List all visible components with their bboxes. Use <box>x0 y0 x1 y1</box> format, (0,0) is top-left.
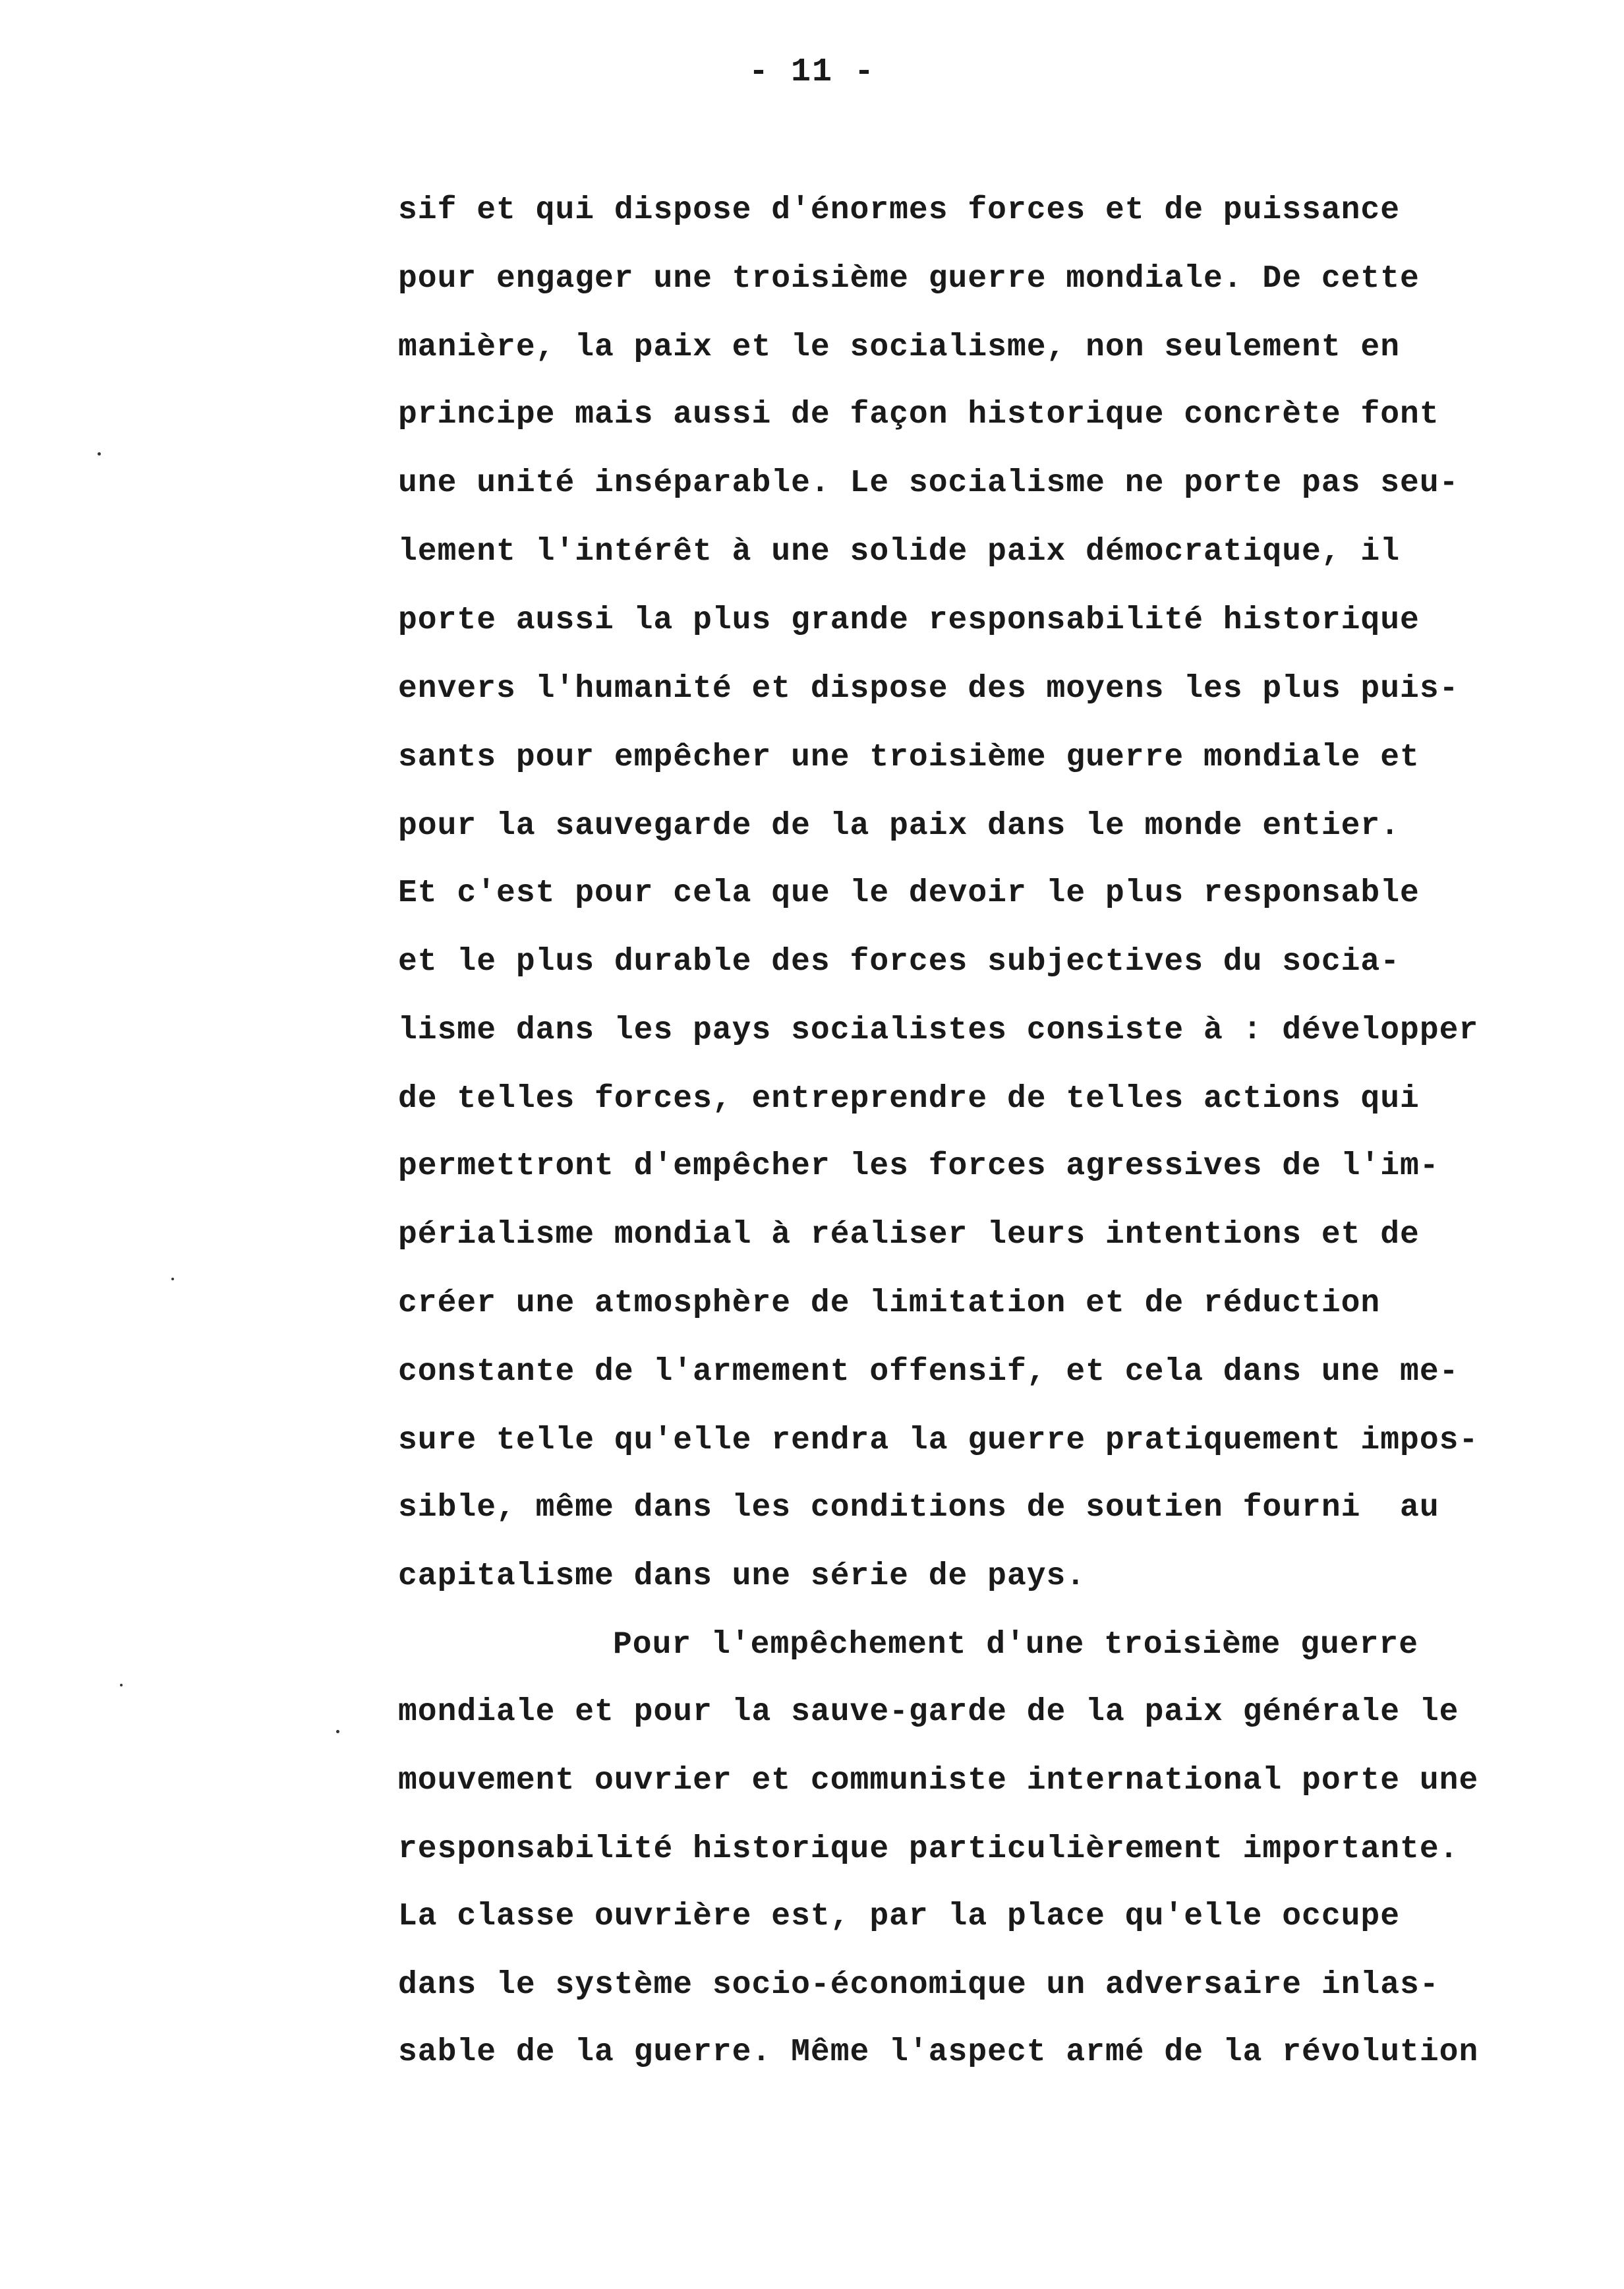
text-line: Et c'est pour cela que le devoir le plus responsable <box>398 876 1420 911</box>
text-line: lement l'intérêt à une solide paix démocratique, il <box>398 534 1401 570</box>
text-line: mouvement ouvrier et communiste international porte une <box>398 1763 1479 1798</box>
text-line: sible, même dans les conditions de soutien fourni au <box>398 1490 1439 1526</box>
text-line: porte aussi la plus grande responsabilité historique <box>398 603 1420 638</box>
text-line: envers l'humanité et dispose des moyens les plus puis- <box>398 671 1459 707</box>
text-line: pour engager une troisième guerre mondiale. De cette <box>398 261 1420 297</box>
text-line: sure telle qu'elle rendra la guerre pratiquement impos- <box>398 1423 1479 1458</box>
text-line: sants pour empêcher une troisième guerre mondiale et <box>398 740 1420 775</box>
text-line: et le plus durable des forces subjectives du socia- <box>398 944 1401 980</box>
text-line: Pour l'empêchement d'une troisième guerre <box>613 1627 1418 1663</box>
text-line: de telles forces, entreprendre de telles actions qui <box>398 1081 1420 1117</box>
text-line: capitalisme dans une série de pays. <box>398 1559 1086 1594</box>
text-line: constante de l'armement offensif, et cela dans une me- <box>398 1354 1459 1390</box>
text-line: responsabilité historique particulièrement importante. <box>398 1831 1459 1867</box>
paper-speck <box>98 452 101 456</box>
text-line: sif et qui dispose d'énormes forces et de puissance <box>398 193 1401 228</box>
text-line: une unité inséparable. Le socialisme ne porte pas seu- <box>398 465 1459 501</box>
text-line: mondiale et pour la sauve-garde de la paix générale le <box>398 1694 1459 1730</box>
text-line: dans le système socio-économique un adversaire inlas- <box>398 1967 1439 2003</box>
text-line: lisme dans les pays socialistes consiste à : développer <box>398 1013 1479 1048</box>
paper-speck <box>171 1278 174 1280</box>
text-line: permettront d'empêcher les forces agressives de l'im- <box>398 1148 1439 1184</box>
paper-speck <box>120 1684 123 1686</box>
text-line: La classe ouvrière est, par la place qu'elle occupe <box>398 1899 1401 1934</box>
paper-speck <box>336 1730 339 1733</box>
text-line: périalisme mondial à réaliser leurs intentions et de <box>398 1217 1420 1253</box>
text-line: créer une atmosphère de limitation et de réduction <box>398 1286 1381 1321</box>
text-line: principe mais aussi de façon historique concrète font <box>398 397 1439 432</box>
page-number: - 11 - <box>748 53 876 91</box>
text-line: pour la sauvegarde de la paix dans le monde entier. <box>398 808 1401 844</box>
text-line: manière, la paix et le socialisme, non seulement en <box>398 330 1401 365</box>
text-line: sable de la guerre. Même l'aspect armé de la révolution <box>398 2035 1479 2070</box>
